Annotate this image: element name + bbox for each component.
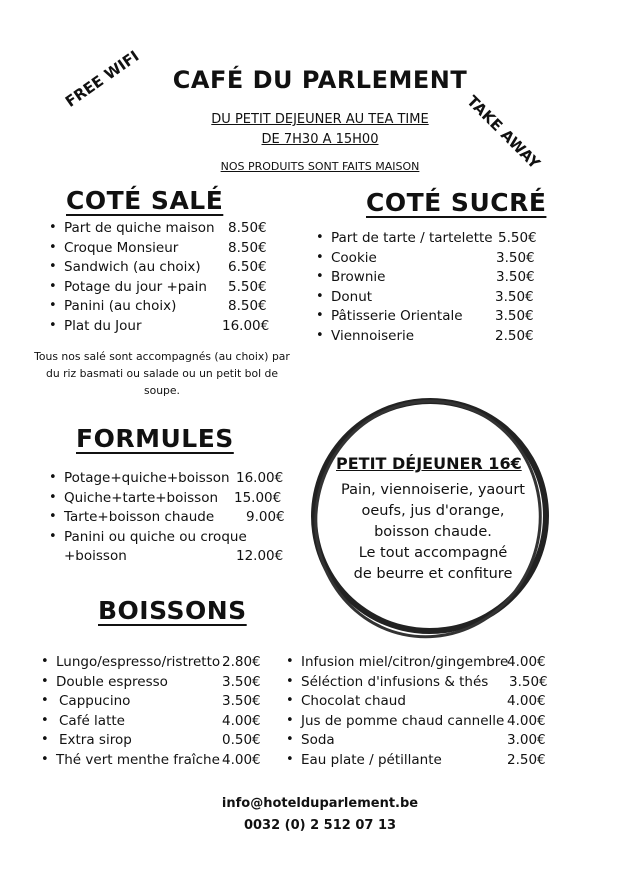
item-price: 3.50€ xyxy=(495,288,534,305)
item-price: 16.00€ xyxy=(222,317,270,334)
item-name: Eau plate / pétillante xyxy=(301,751,442,768)
description-line: Le tout accompagné xyxy=(358,545,508,561)
bullet-icon: • xyxy=(49,298,57,314)
item-price: 2.80€ xyxy=(222,654,261,670)
section-heading-boissons: BOISSONS xyxy=(98,596,247,625)
item-price: 3.50€ xyxy=(495,308,534,325)
menu-item xyxy=(286,712,561,733)
menu-item xyxy=(41,673,286,694)
description-line: de beurre et confiture xyxy=(353,566,513,582)
menu-item xyxy=(41,693,286,713)
bullet-icon: • xyxy=(41,654,49,669)
item-price: 0.50€ xyxy=(222,732,261,749)
description-line: oeufs, jus d'orange, xyxy=(361,503,505,519)
section-heading-sucre: COTÉ SUCRÉ xyxy=(366,188,547,217)
item-name: Cappucino xyxy=(59,693,131,710)
item-price: 15.00€ xyxy=(234,489,282,506)
bullet-icon: • xyxy=(316,230,324,245)
bullet-icon: • xyxy=(286,751,294,767)
bullet-icon: • xyxy=(286,673,294,689)
item-price: 4.00€ xyxy=(222,751,261,768)
item-name: Potage du jour +pain xyxy=(64,278,207,295)
item-price: 5.50€ xyxy=(498,230,537,246)
item-price: 3.50€ xyxy=(496,269,535,286)
item-name: Part de tarte / tartelette xyxy=(331,230,493,246)
bullet-icon: • xyxy=(316,327,324,343)
bullet-icon: • xyxy=(286,712,294,728)
item-price: 8.50€ xyxy=(228,298,267,315)
item-price: 3.50€ xyxy=(222,673,261,690)
menu-item xyxy=(41,654,286,674)
free-wifi-stamp: FREE WIFI xyxy=(62,46,143,111)
description-line: boisson chaude. xyxy=(374,524,492,540)
bullet-icon: • xyxy=(41,693,49,709)
bullet-icon: • xyxy=(286,654,294,669)
menu-item xyxy=(49,278,284,299)
item-name: Panini (au choix) xyxy=(64,298,177,315)
item-price: 4.00€ xyxy=(507,712,546,729)
menu-item xyxy=(286,732,561,752)
item-price: 3.00€ xyxy=(507,732,546,749)
bullet-icon: • xyxy=(49,470,57,485)
menu-item xyxy=(286,673,561,694)
menu-item xyxy=(316,308,551,328)
item-price: 2.50€ xyxy=(507,751,546,768)
item-name: Soda xyxy=(301,732,335,749)
boissons-left-list xyxy=(41,654,286,772)
item-name: Extra sirop xyxy=(59,732,132,749)
bullet-icon: • xyxy=(41,751,49,767)
item-name: Panini ou quiche ou croque xyxy=(64,528,247,545)
item-name: Croque Monsieur xyxy=(64,239,179,256)
menu-item xyxy=(49,220,284,240)
boissons-right-list xyxy=(286,654,561,772)
petit-dejeuner-title: PETIT DÉJEUNER 16€ xyxy=(336,454,522,473)
item-price: 12.00€ xyxy=(236,548,284,565)
sale-accompaniment-note: Tous nos salé sont accompagnés (au choix) par du riz basmati ou salade ou un petit bol de soupe. xyxy=(34,350,290,397)
item-name: Brownie xyxy=(331,269,386,286)
menu-item xyxy=(316,288,551,309)
item-name: Cookie xyxy=(331,249,377,266)
item-name: Viennoiserie xyxy=(331,327,415,344)
item-name: Lungo/espresso/ristretto xyxy=(56,654,221,670)
item-price: 6.50€ xyxy=(228,259,267,276)
item-name: Jus de pomme chaud cannelle xyxy=(301,712,505,729)
menu-item xyxy=(49,239,284,260)
bullet-icon: • xyxy=(49,528,57,544)
item-name: Part de quiche maison xyxy=(64,220,215,236)
menu-item xyxy=(49,489,304,510)
menu-item xyxy=(316,327,551,348)
description-line: Pain, viennoiserie, yaourt xyxy=(340,482,525,498)
item-price: 4.00€ xyxy=(507,654,546,670)
menu-item xyxy=(286,654,561,674)
bullet-icon: • xyxy=(316,269,324,285)
contact-email: info@hotelduparlement.be xyxy=(221,796,419,811)
menu-item-continuation xyxy=(64,548,304,568)
bullet-icon: • xyxy=(316,249,324,265)
petit-dejeuner-description xyxy=(318,480,548,585)
item-name: Plat du Jour xyxy=(64,317,142,334)
menu-item xyxy=(41,712,286,733)
homemade-note: NOS PRODUITS SONT FAITS MAISON xyxy=(220,160,420,173)
menu-item xyxy=(316,249,551,270)
formules-list xyxy=(49,470,304,568)
menu-item xyxy=(316,230,551,250)
item-price: 8.50€ xyxy=(228,220,267,236)
menu-item xyxy=(49,317,284,338)
menu-item xyxy=(49,509,304,529)
sucre-list xyxy=(316,230,551,348)
bullet-icon: • xyxy=(49,509,57,525)
menu-item xyxy=(286,751,561,772)
item-price: 8.50€ xyxy=(228,239,267,256)
item-name: Potage+quiche+boisson xyxy=(64,470,230,486)
menu-item xyxy=(49,259,284,279)
item-name: Chocolat chaud xyxy=(301,693,406,710)
item-name: Séléction d'infusions & thés xyxy=(301,673,489,690)
take-away-stamp: TAKE AWAY xyxy=(463,92,544,173)
section-heading-sale: COTÉ SALÉ xyxy=(66,186,224,215)
bullet-icon: • xyxy=(286,732,294,748)
item-name: Double espresso xyxy=(56,673,168,690)
bullet-icon: • xyxy=(41,732,49,748)
subtitle-hours: DE 7H30 A 15H00 xyxy=(261,132,379,147)
menu-item xyxy=(49,470,304,490)
item-price: 3.50€ xyxy=(222,693,261,710)
item-price: 16.00€ xyxy=(236,470,284,486)
subtitle-hours-label: DU PETIT DEJEUNER AU TEA TIME xyxy=(211,112,429,127)
item-price: 5.50€ xyxy=(228,278,267,295)
item-name: Quiche+tarte+boisson xyxy=(64,489,219,506)
section-heading-formules: FORMULES xyxy=(76,424,234,453)
item-price: 3.50€ xyxy=(509,673,548,690)
bullet-icon: • xyxy=(316,308,324,324)
item-name: Thé vert menthe fraîche xyxy=(56,751,220,768)
item-name: Pâtisserie Orientale xyxy=(331,308,463,325)
menu-item xyxy=(49,298,284,318)
menu-item xyxy=(286,693,561,713)
menu-item xyxy=(41,751,286,772)
item-price: 3.50€ xyxy=(496,249,535,266)
bullet-icon: • xyxy=(49,489,57,505)
bullet-icon: • xyxy=(316,288,324,304)
item-name: Sandwich (au choix) xyxy=(64,259,201,276)
item-price: 2.50€ xyxy=(495,327,534,344)
bullet-icon: • xyxy=(286,693,294,709)
menu-item xyxy=(316,269,551,289)
bullet-icon: • xyxy=(49,317,57,333)
item-name: Infusion miel/citron/gingembre xyxy=(301,654,509,670)
item-name: Donut xyxy=(331,288,373,305)
item-price: 4.00€ xyxy=(507,693,546,710)
contact-phone: 0032 (0) 2 512 07 13 xyxy=(243,818,397,833)
bullet-icon: • xyxy=(49,220,57,235)
item-price: 9.00€ xyxy=(246,509,285,526)
menu-item xyxy=(49,528,304,549)
bullet-icon: • xyxy=(49,278,57,294)
item-name: +boisson xyxy=(64,548,127,565)
bullet-icon: • xyxy=(41,712,49,728)
item-name: Café latte xyxy=(59,712,125,729)
item-price: 4.00€ xyxy=(222,712,261,729)
item-name: Tarte+boisson chaude xyxy=(64,509,215,526)
bullet-icon: • xyxy=(41,673,49,689)
bullet-icon: • xyxy=(49,239,57,255)
menu-item xyxy=(41,732,286,752)
bullet-icon: • xyxy=(49,259,57,275)
page-title: CAFÉ DU PARLEMENT xyxy=(172,66,468,94)
sale-list xyxy=(49,220,284,338)
